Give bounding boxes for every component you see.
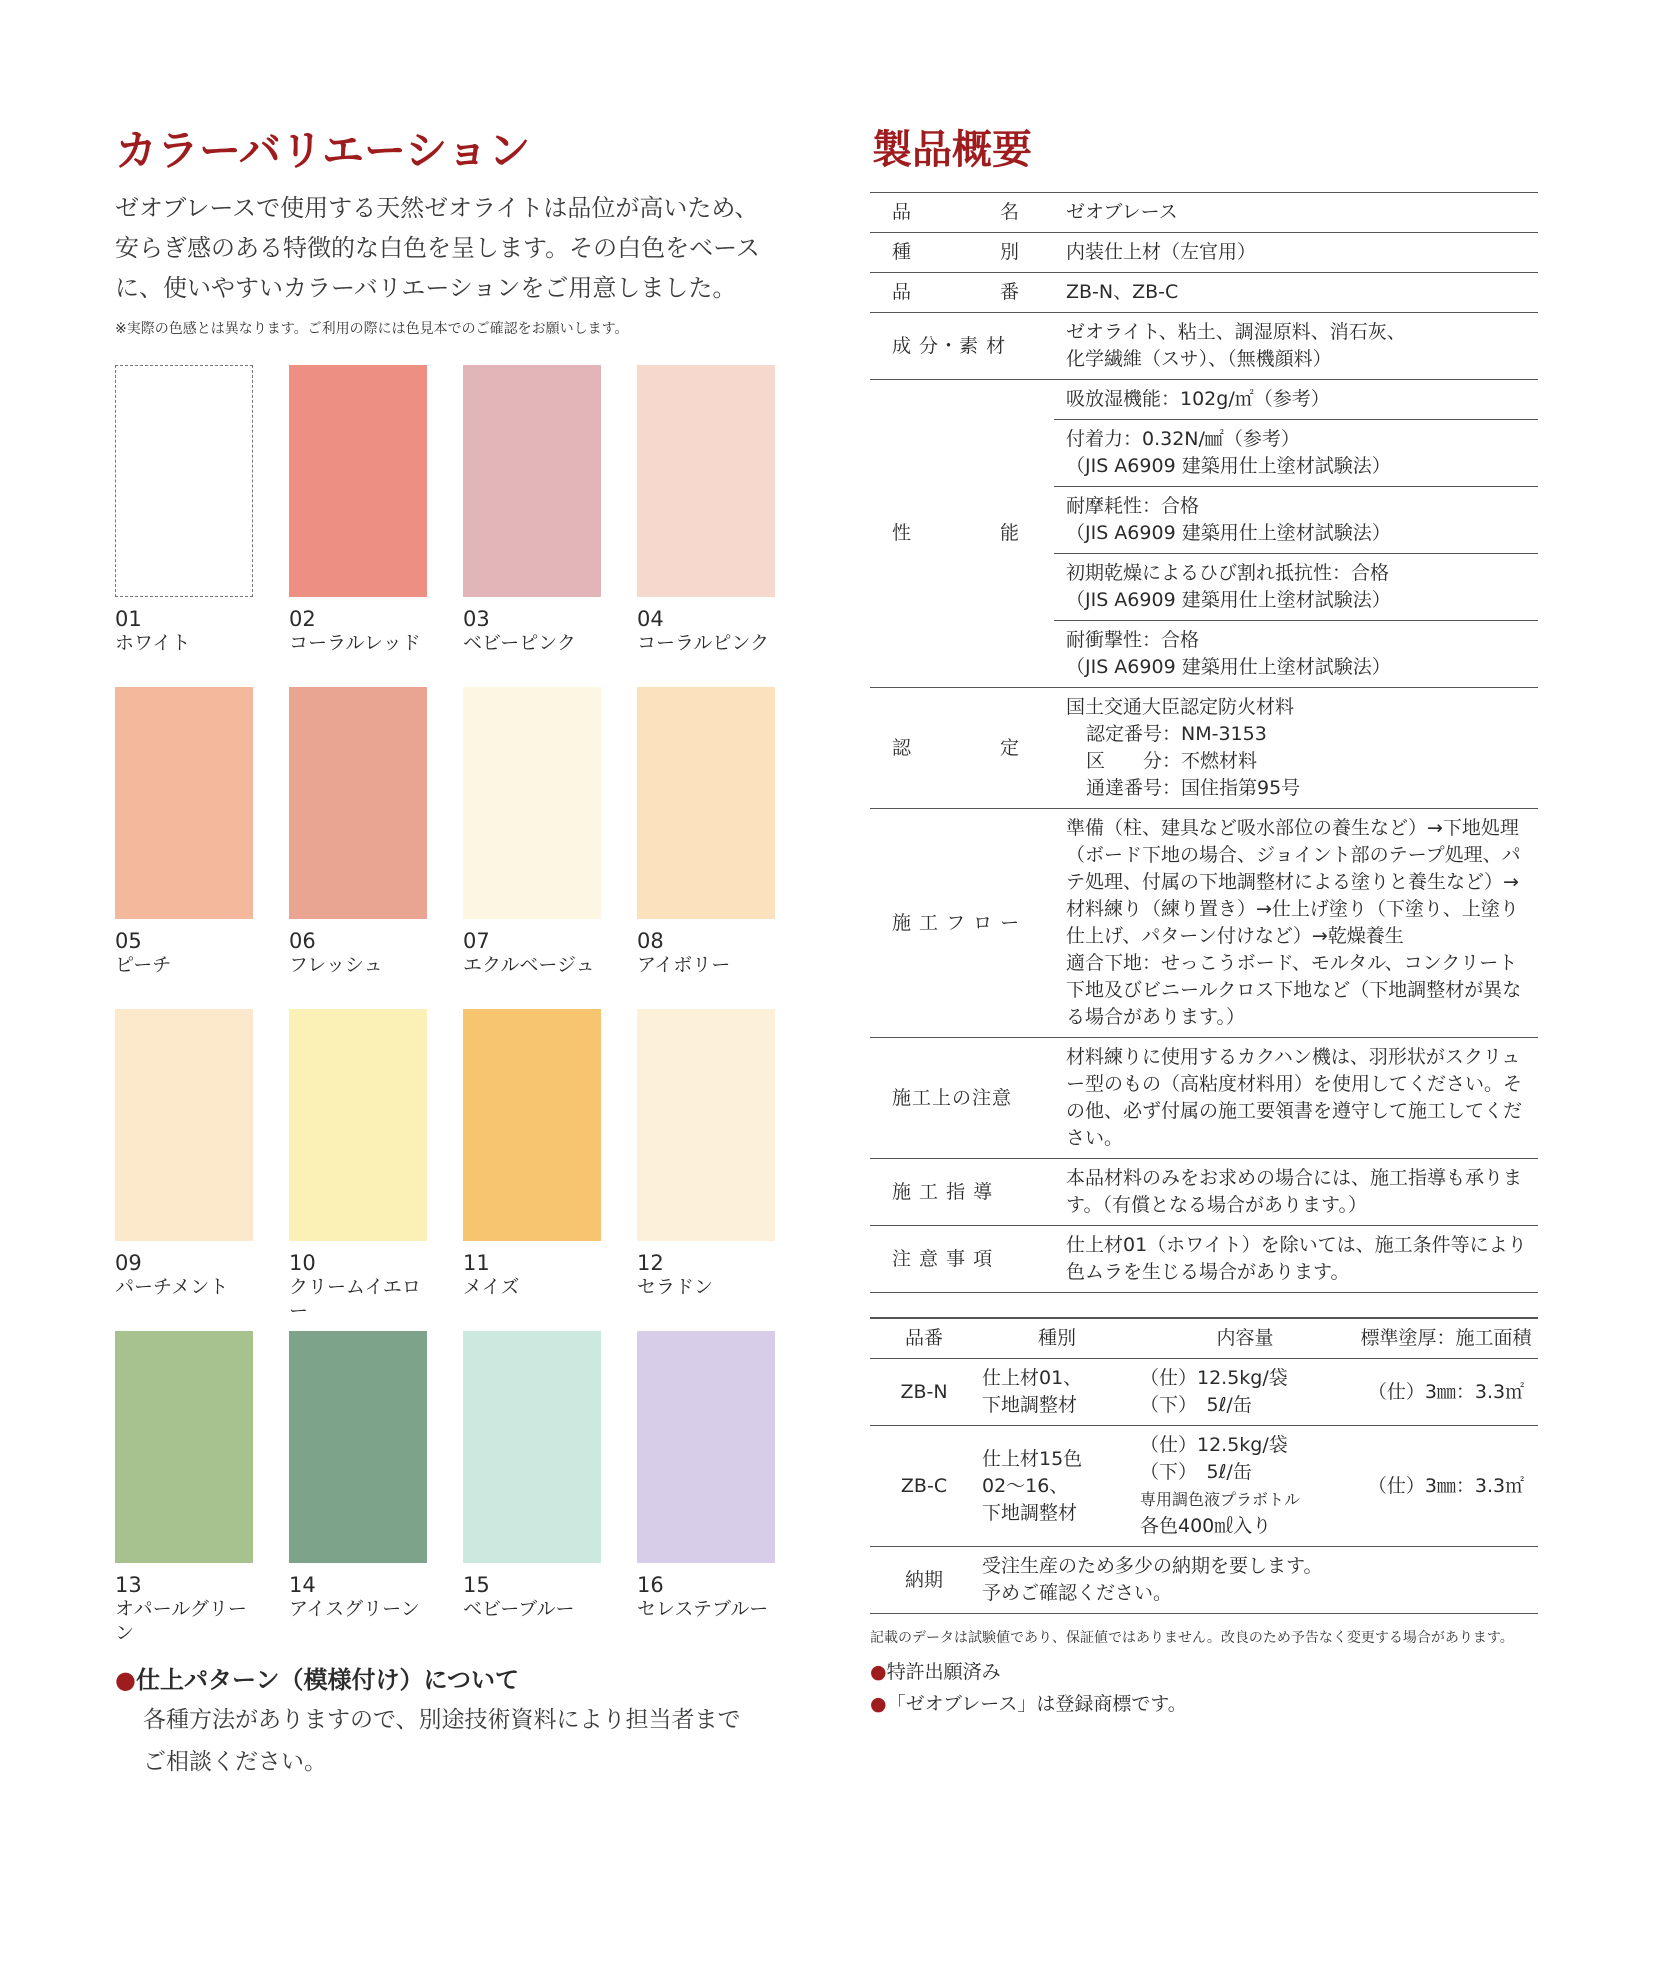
table-row (870, 1426, 1538, 1547)
spec-key: 施 工 指 導 (870, 1159, 1054, 1226)
swatch-color (637, 365, 775, 597)
spec-key: 品 (892, 281, 913, 303)
spec-row-chui (870, 1038, 1538, 1159)
swatch-color (637, 687, 775, 919)
spec-line: 区 分：不燃材料 (1086, 750, 1258, 772)
swatch-number: 12 (637, 1251, 664, 1275)
swatch-01 (115, 365, 253, 655)
swatch-color (637, 1331, 775, 1563)
product-type (978, 1359, 1136, 1426)
swatch-number: 07 (463, 929, 490, 953)
product-overview-title: 製品概要 (872, 127, 1032, 173)
swatch-name: クリームイエロー (289, 1276, 421, 1322)
swatch-color (289, 1009, 427, 1241)
swatch-number: 15 (463, 1573, 490, 1597)
spec-line: （JIS A6909 建築用仕上塗材試験法） (1066, 522, 1391, 544)
product-volume (1136, 1426, 1354, 1547)
spec-value: ゼオブレース (1054, 193, 1538, 233)
pattern-title: 仕上パターン（模様付け）について (135, 1666, 519, 1694)
swatch-number: 02 (289, 607, 316, 631)
pattern-line: 各種方法がありますので、別途技術資料により担当者まで (143, 1707, 741, 1733)
cell-line: 予めご確認ください。 (982, 1582, 1173, 1604)
spec-row-seibun (870, 313, 1538, 380)
swatch-number: 08 (637, 929, 664, 953)
spec-key: 性 (892, 522, 913, 544)
product-overview-section (870, 128, 1538, 1720)
spec-line: 初期乾燥によるひび割れ抵抗性：合格 (1066, 562, 1390, 584)
color-note: ※実際の色感とは異なります。ご利用の際には色見本でのご確認をお願いします。 (115, 321, 629, 338)
cell-line: 受注生産のため多少の納期を要します。 (982, 1555, 1323, 1577)
performance-item (1054, 380, 1538, 420)
spec-key: 能 (999, 522, 1020, 544)
swatch-color (115, 1009, 253, 1241)
swatch-number: 11 (463, 1251, 490, 1275)
spec-value: 材料練りに使用するカクハン機は、羽形状がスクリュー型のもの（高粘度材料用）を使用してください。その他、必ず付属の施工要領書を遵守して施工してください。 (1054, 1038, 1538, 1159)
spec-value (1054, 380, 1538, 688)
performance-item (1054, 621, 1538, 687)
pattern-body (143, 1699, 815, 1783)
cell-line: 下地調整材 (982, 1394, 1078, 1416)
swatch-name: ピーチ (115, 954, 172, 976)
product-code: ZB-C (870, 1426, 978, 1547)
cell-line: （下） 5ℓ/缶 (1140, 1394, 1252, 1416)
swatch-name: コーラルピンク (637, 632, 770, 654)
swatch-name: オパールグリーン (115, 1598, 247, 1644)
swatch-04 (637, 365, 775, 655)
spec-value: 内装仕上材（左官用） (1054, 233, 1538, 273)
swatch-09 (115, 1009, 253, 1299)
spec-row-seino (870, 380, 1538, 688)
spec-key: 認 (892, 736, 913, 759)
spec-key: 別 (999, 241, 1020, 263)
swatch-name: メイズ (463, 1276, 520, 1298)
spec-line: 耐摩耗性：合格 (1066, 495, 1200, 517)
product-table (870, 1317, 1538, 1614)
swatch-color (115, 687, 253, 919)
spec-value (1054, 688, 1538, 809)
spec-value: 本品材料のみをお求めの場合には、施工指導も承ります。（有償となる場合があります。） (1054, 1159, 1538, 1226)
color-variation-title: カラーバリエーション (115, 126, 531, 175)
swatch-number: 04 (637, 607, 664, 631)
cell-line: 仕上材01、 (982, 1367, 1083, 1389)
swatch-number: 14 (289, 1573, 316, 1597)
swatch-name: ベビーブルー (463, 1598, 575, 1620)
swatch-color (463, 365, 601, 597)
column-header: 種別 (978, 1318, 1136, 1359)
spec-line: 耐衝撃性：合格 (1066, 629, 1200, 651)
column-header: 内容量 (1136, 1318, 1354, 1359)
swatch-grid (115, 365, 795, 1645)
spec-row-jiko (870, 1226, 1538, 1293)
spec-line: 吸放湿機能：102g/㎡（参考） (1066, 388, 1330, 410)
swatch-name: セラドン (637, 1276, 714, 1298)
swatch-color (463, 1009, 601, 1241)
bullet-icon: ● (870, 1693, 887, 1715)
delivery-key: 納期 (870, 1547, 978, 1614)
spec-row-hinban (870, 273, 1538, 313)
cell-line: （仕）12.5kg/袋 (1140, 1434, 1288, 1456)
swatch-name: コーラルレッド (289, 632, 421, 654)
color-variation-intro (115, 188, 795, 308)
swatch-number: 10 (289, 1251, 316, 1275)
spec-line: 準備（柱、建具など吸水部位の養生など）→下地処理（ボード下地の場合、ジョイント部のテープ処理、パテ処理、付属の下地調整材による塗りと養生など）→材料練り（練り置き）→仕上げ塗り（下塗り、上塗り仕上げ、パターン付けなど）→乾燥養生 (1066, 817, 1521, 947)
swatch-03 (463, 365, 601, 655)
swatch-color (289, 687, 427, 919)
cell-line: （下） 5ℓ/缶 (1140, 1461, 1252, 1483)
cell-line: 02〜16、 (982, 1474, 1069, 1497)
swatch-color (289, 365, 427, 597)
delivery-value (978, 1547, 1538, 1614)
product-code: ZB-N (870, 1359, 978, 1426)
product-area: （仕）3㎜：3.3㎡ (1354, 1359, 1538, 1426)
intro-line: 安らぎ感のある特徴的な白色を呈します。その白色をベース (115, 234, 760, 263)
intro-line: ゼオブレースで使用する天然ゼオライトは品位が高いため、 (115, 194, 759, 223)
swatch-color (637, 1009, 775, 1241)
spec-line: 付着力：0.32N/㎟（参考） (1066, 428, 1300, 450)
performance-item (1054, 420, 1538, 487)
spec-key: 品 (892, 201, 913, 223)
swatch-11 (463, 1009, 601, 1299)
swatch-14 (289, 1331, 427, 1621)
swatch-color (289, 1331, 427, 1563)
swatch-color (115, 1331, 253, 1563)
swatch-08 (637, 687, 775, 977)
swatch-05 (115, 687, 253, 977)
swatch-10 (289, 1009, 427, 1323)
swatch-name: フレッシュ (289, 954, 383, 976)
spec-row-hinmei (870, 193, 1538, 233)
disclaimer: 記載のデータは試験値であり、保証値ではありません。改良のため予告なく変更する場合があります。 (870, 1630, 1514, 1646)
swatch-name: ベビーピンク (463, 632, 576, 654)
spec-key: 番 (999, 281, 1020, 303)
spec-line: （JIS A6909 建築用仕上塗材試験法） (1066, 656, 1391, 678)
list-item (870, 1656, 1538, 1688)
swatch-name: アイボリー (637, 954, 731, 976)
swatch-number: 06 (289, 929, 316, 953)
note-text: 「ゼオブレース」は登録商標です。 (886, 1693, 1187, 1715)
notes-list (870, 1656, 1538, 1720)
spec-value (1054, 313, 1538, 380)
spec-value: ZB-N、ZB-C (1054, 273, 1538, 313)
cell-line: 仕上材15色 (982, 1447, 1083, 1470)
spec-key: 注 意 事 項 (870, 1226, 1054, 1293)
swatch-name: パーチメント (115, 1276, 229, 1298)
table-row (870, 1359, 1538, 1426)
product-table-header (870, 1318, 1538, 1359)
product-area: （仕）3㎜：3.3㎡ (1354, 1426, 1538, 1547)
swatch-15 (463, 1331, 601, 1621)
spec-line: 国土交通大臣認定防火材料 (1066, 696, 1295, 718)
spec-line: 化学繊維（スサ）、（無機顔料） (1066, 348, 1332, 370)
product-type (978, 1426, 1136, 1547)
bullet-icon: ● (870, 1661, 887, 1683)
note-text: 特許出願済み (886, 1661, 1001, 1683)
spec-line: （JIS A6909 建築用仕上塗材試験法） (1066, 589, 1391, 611)
spec-key: 定 (999, 736, 1020, 759)
spec-value: 仕上材01（ホワイト）を除いては、施工条件等により色ムラを生じる場合があります。 (1054, 1226, 1538, 1293)
spec-row-flow (870, 809, 1538, 1038)
spec-line: （JIS A6909 建築用仕上塗材試験法） (1066, 455, 1391, 477)
spec-row-nintei (870, 688, 1538, 809)
pattern-section (115, 1660, 815, 1783)
swatch-12 (637, 1009, 775, 1299)
spec-key: 種 (892, 241, 913, 263)
swatch-07 (463, 687, 601, 977)
swatch-number: 09 (115, 1251, 142, 1275)
performance-item (1054, 487, 1538, 554)
swatch-color (115, 365, 253, 597)
column-header: 標準塗厚：施工面積 (1354, 1318, 1538, 1359)
swatch-color (463, 1331, 601, 1563)
spec-line: ゼオライト、粘土、調湿原料、消石灰、 (1066, 321, 1406, 343)
color-variation-section (115, 128, 795, 338)
swatch-name: エクルベージュ (463, 954, 595, 976)
spec-value (1054, 809, 1538, 1038)
spec-row-shido (870, 1159, 1538, 1226)
spec-row-shubetsu (870, 233, 1538, 273)
swatch-number: 13 (115, 1573, 142, 1597)
swatch-06 (289, 687, 427, 977)
spec-line: 通達番号：国住指第95号 (1086, 777, 1301, 799)
swatch-number: 05 (115, 929, 142, 953)
swatch-number: 03 (463, 607, 490, 631)
performance-item (1054, 554, 1538, 621)
pattern-heading (115, 1660, 815, 1695)
swatch-name: ホワイト (115, 632, 191, 654)
spec-table (870, 192, 1538, 1293)
list-item (870, 1688, 1538, 1720)
column-header: 品番 (870, 1318, 978, 1359)
swatch-name: セレステブルー (637, 1598, 769, 1620)
spec-key: 名 (999, 201, 1020, 223)
cell-line: （仕）12.5kg/袋 (1140, 1367, 1288, 1389)
spec-key: 施 工 フ ロ ー (870, 809, 1054, 1038)
swatch-color (463, 687, 601, 919)
swatch-number: 01 (115, 607, 142, 631)
cell-line: 各色400㎖入り (1140, 1515, 1272, 1537)
spec-key: 施工上の注意 (870, 1038, 1054, 1159)
swatch-13 (115, 1331, 253, 1645)
delivery-row (870, 1547, 1538, 1614)
pattern-line: ご相談ください。 (143, 1749, 327, 1775)
spec-key: 成 分・素 材 (870, 313, 1054, 380)
swatch-02 (289, 365, 427, 655)
product-volume (1136, 1359, 1354, 1426)
cell-line: 下地調整材 (982, 1501, 1078, 1524)
cell-line: 専用調色液プラボトル (1140, 1490, 1301, 1509)
swatch-name: アイスグリーン (289, 1598, 420, 1620)
swatch-16 (637, 1331, 775, 1621)
intro-line: に、使いやすいカラーバリエーションをご用意しました。 (115, 274, 737, 303)
bullet-icon: ● (115, 1666, 136, 1694)
swatch-number: 16 (637, 1573, 664, 1597)
spec-line: 認定番号：NM-3153 (1086, 723, 1267, 745)
spec-line: 適合下地：せっこうボード、モルタル、コンクリート下地及びビニールクロス下地など（下地調整材が異なる場合があります。） (1066, 952, 1522, 1028)
